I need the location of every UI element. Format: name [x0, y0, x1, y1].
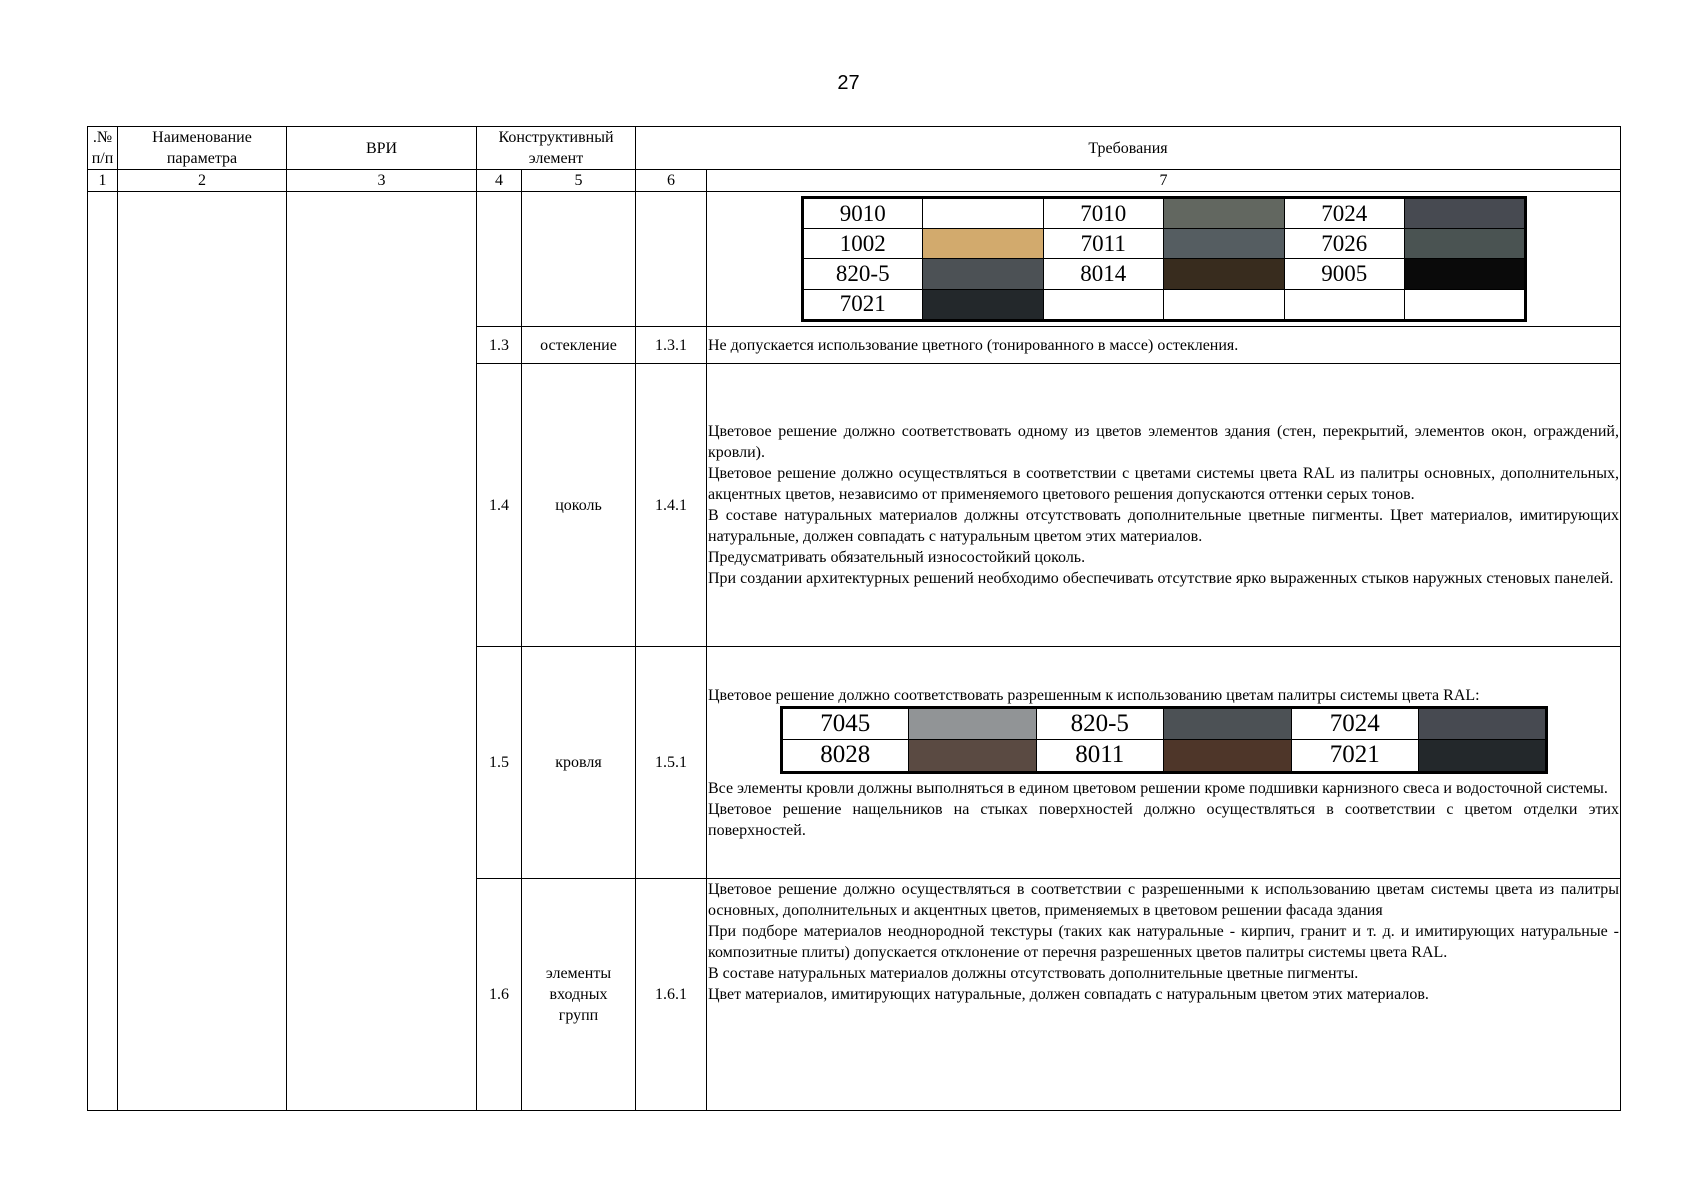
palette-row: [781, 707, 1546, 740]
requirement-paragraph: В составе натуральных материалов должны отсутствовать дополнительные цветные пигменты. Цвет материалов, имитирующих натуральные, должен совпадать с натуральным цветом этих материалов.: [708, 507, 1619, 545]
ral-code: 820-5: [802, 259, 923, 289]
column-number: 5: [522, 170, 636, 192]
empty-cell: [287, 192, 477, 1111]
ral-code: 7024: [1291, 707, 1419, 740]
ral-code: 7024: [1284, 198, 1405, 229]
empty-cell: [522, 192, 636, 327]
color-swatch: [923, 289, 1044, 320]
ral-code: 7021: [1291, 740, 1419, 773]
requirement-paragraph: Предусматривать обязательный износостойкий цоколь.: [708, 549, 1086, 566]
color-swatch: [1405, 198, 1526, 229]
ral-code: 7011: [1043, 229, 1164, 259]
requirement-text: [707, 647, 1621, 879]
ral-code: [1043, 289, 1164, 320]
color-swatch: [909, 740, 1037, 773]
header-structural-element: Конструктивный элемент: [477, 127, 636, 170]
requirement-paragraph: При подборе материалов неоднородной текстуры (таких как натуральные - кирпич, гранит и т. д. и имитирующих натуральные - композитные плиты) допускается отклонение от перечня разрешенных цветов палитры системы цвета RAL.: [708, 923, 1619, 961]
row-number: 1.5: [477, 647, 522, 879]
element-name: кровля: [522, 647, 636, 879]
ral-code: 8028: [781, 740, 909, 773]
palette-intro: Цветовое решение должно соответствовать разрешенным к использованию цветам палитры системы цвета RAL:: [708, 686, 1480, 704]
ral-code: 820-5: [1036, 707, 1164, 740]
palette-row: [781, 740, 1546, 773]
requirement-paragraph: Цветовое решение должно осуществляться в соответствии с цветами системы цвета RAL из палитры основных, дополнительных, акцентных цветов, независимо от применяемого цветового решения допускаются оттенки серых тонов.: [708, 465, 1619, 503]
element-name: элементы входных групп: [522, 879, 636, 1111]
color-swatch: [1164, 229, 1285, 259]
column-number: 1: [88, 170, 118, 192]
palette-row: [802, 229, 1525, 259]
ral-code: 7010: [1043, 198, 1164, 229]
color-swatch: [923, 198, 1044, 229]
row-number: 1.6: [477, 879, 522, 1111]
color-swatch: [1419, 707, 1547, 740]
element-name: цоколь: [522, 364, 636, 647]
empty-cell: [118, 192, 287, 1111]
row-number: 1.3: [477, 327, 522, 364]
header-number: .№ п/п: [88, 127, 118, 170]
requirement-paragraphs: [708, 778, 1619, 841]
sub-number: 1.3.1: [636, 327, 707, 364]
empty-cell: [636, 192, 707, 327]
column-number: 6: [636, 170, 707, 192]
color-swatch: [1164, 198, 1285, 229]
color-swatch: [1405, 259, 1526, 289]
palette-cell: [707, 192, 1621, 327]
requirement-paragraph: Не допускается использование цветного (тонированного в массе) остекления.: [708, 336, 1239, 354]
column-number: 2: [118, 170, 287, 192]
color-swatch: [1164, 289, 1285, 320]
element-name: остекление: [522, 327, 636, 364]
ral-code: 1002: [802, 229, 923, 259]
table-row: [88, 192, 1621, 327]
ral-code: 9010: [802, 198, 923, 229]
color-swatch: [1164, 707, 1292, 740]
row-number: 1.4: [477, 364, 522, 647]
header-vri: ВРИ: [287, 127, 477, 170]
column-number: 3: [287, 170, 477, 192]
requirement-paragraph: Цветовое решение нащельников на стыках поверхностей должно осуществляться в соответствии с цветом отделки этих поверхностей.: [708, 800, 1619, 839]
sub-number: 1.5.1: [636, 647, 707, 879]
color-swatch: [1164, 740, 1292, 773]
empty-cell: [477, 192, 522, 327]
header-parameter-name: Наименование параметра: [118, 127, 287, 170]
page-number: 27: [837, 72, 860, 94]
sub-number: 1.4.1: [636, 364, 707, 647]
requirement-paragraph: Цвет материалов, имитирующих натуральные, должен совпадать с натуральным цветом этих материалов.: [708, 986, 1429, 1003]
ral-code: [1284, 289, 1405, 320]
requirement-paragraph: Цветовое решение должно осуществляться в соответствии с разрешенными к использованию цветам системы цвета из палитры основных, дополнительных и акцентных цветов, применяемых в цветовом решении фасада здания: [708, 881, 1619, 919]
requirement-paragraph: При создании архитектурных решений необходимо обеспечивать отсутствие ярко выраженных стыков наружных стеновых панелей.: [708, 570, 1614, 587]
ral-code: 9005: [1284, 259, 1405, 289]
sub-number: 1.6.1: [636, 879, 707, 1111]
requirements-table: [87, 126, 1621, 1111]
ral-palette-table: [801, 196, 1527, 322]
requirement-text: [707, 879, 1621, 1111]
color-swatch: [1405, 229, 1526, 259]
color-swatch: [1164, 259, 1285, 289]
color-swatch: [909, 707, 1037, 740]
requirement-text: [707, 327, 1621, 364]
color-swatch: [1405, 289, 1526, 320]
header-requirements: Требования: [636, 127, 1621, 170]
ral-code: 7026: [1284, 229, 1405, 259]
requirement-paragraph: Цветовое решение должно соответствовать одному из цветов элементов здания (стен, перекрытий, элементов окон, ограждений, кровли).: [708, 423, 1619, 461]
requirement-paragraph: В составе натуральных материалов должны отсутствовать дополнительные цветные пигменты.: [708, 965, 1359, 982]
ral-code: 7045: [781, 707, 909, 740]
palette-row: [802, 198, 1525, 229]
color-swatch: [923, 259, 1044, 289]
ral-code: 7021: [802, 289, 923, 320]
palette-row: [802, 259, 1525, 289]
requirement-text: [707, 364, 1621, 647]
ral-code: 8014: [1043, 259, 1164, 289]
requirement-paragraph: Все элементы кровли должны выполняться в едином цветовом решении кроме подшивки карнизного свеса и водосточной системы.: [708, 779, 1608, 797]
palette-row: [802, 289, 1525, 320]
column-number: 4: [477, 170, 522, 192]
empty-cell: [88, 192, 118, 1111]
color-swatch: [1419, 740, 1547, 773]
color-swatch: [923, 229, 1044, 259]
ral-code: 8011: [1036, 740, 1164, 773]
header-row: [88, 127, 1621, 170]
column-number: 7: [707, 170, 1621, 192]
ral-palette-table: [780, 706, 1548, 774]
column-numbers-row: [88, 170, 1621, 192]
